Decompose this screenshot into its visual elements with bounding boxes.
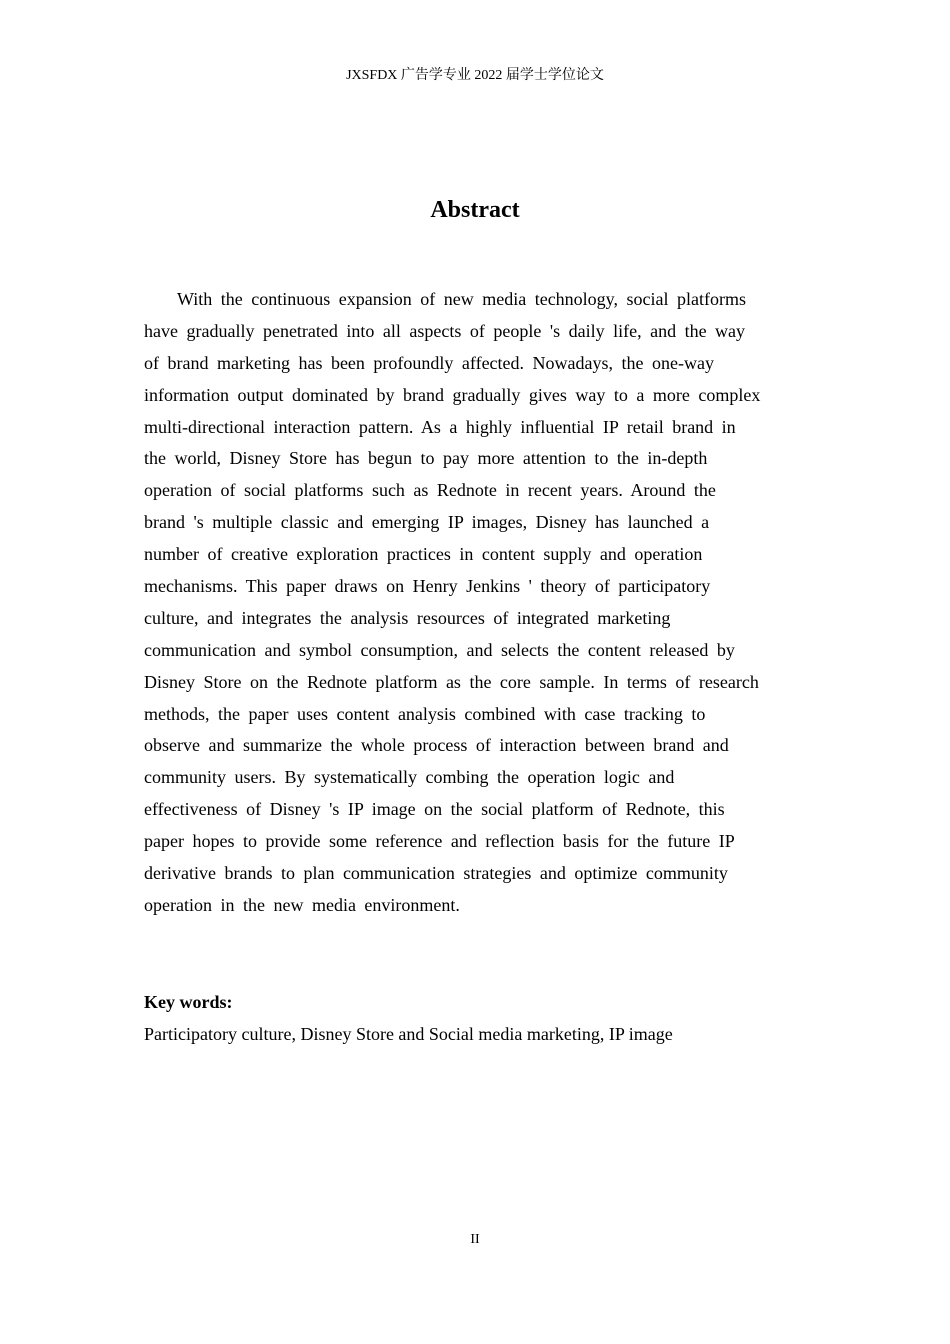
abstract-line: With the continuous expansion of new media technology, social platforms: [177, 289, 746, 309]
abstract-line: effectiveness of Disney 's IP image on the social platform of Rednote, this: [144, 799, 725, 820]
abstract-line: methods, the paper uses content analysis combined with case tracking to: [144, 703, 706, 724]
abstract-line: of brand marketing has been profoundly affected. Nowadays, the one-way: [144, 352, 714, 373]
abstract-line: culture, and integrates the analysis resources of integrated marketing: [144, 607, 671, 628]
abstract-line: the world, Disney Store has begun to pay more attention to the in-depth: [144, 448, 708, 469]
abstract-body: [144, 284, 806, 922]
keywords-heading: Key words:: [144, 992, 233, 1012]
keywords-block: [144, 986, 806, 1050]
abstract-line: multi-directional interaction pattern. As a highly influential IP retail brand in: [144, 416, 736, 437]
abstract-line: community users. By systematically combing the operation logic and: [144, 767, 675, 788]
abstract-line: brand 's multiple classic and emerging IP images, Disney has launched a: [144, 512, 710, 533]
abstract-line: observe and summarize the whole process of interaction between brand and: [144, 735, 729, 756]
abstract-title: Abstract: [430, 197, 520, 223]
abstract-line: mechanisms. This paper draws on Henry Jenkins ' theory of participatory: [144, 576, 711, 597]
abstract-line: Disney Store on the Rednote platform as the core sample. In terms of research: [144, 671, 759, 692]
abstract-line: communication and symbol consumption, and selects the content released by: [144, 639, 735, 660]
abstract-line: paper hopes to provide some reference and reflection basis for the future IP: [144, 831, 735, 852]
keywords-text: Participatory culture, Disney Store and Social media marketing, IP image: [144, 1024, 673, 1044]
page-number: II: [470, 1232, 480, 1247]
abstract-line: operation in the new media environment.: [144, 894, 460, 915]
abstract-line: operation of social platforms such as Rednote in recent years. Around the: [144, 480, 716, 501]
abstract-line: derivative brands to plan communication strategies and optimize community: [144, 863, 728, 884]
running-header: JXSFDX 广告学专业 2022 届学士学位论文: [346, 68, 604, 83]
abstract-line: have gradually penetrated into all aspects of people 's daily life, and the way: [144, 320, 746, 341]
abstract-line: number of creative exploration practices in content supply and operation: [144, 544, 703, 565]
abstract-line: information output dominated by brand gradually gives way to a more complex: [144, 384, 761, 405]
